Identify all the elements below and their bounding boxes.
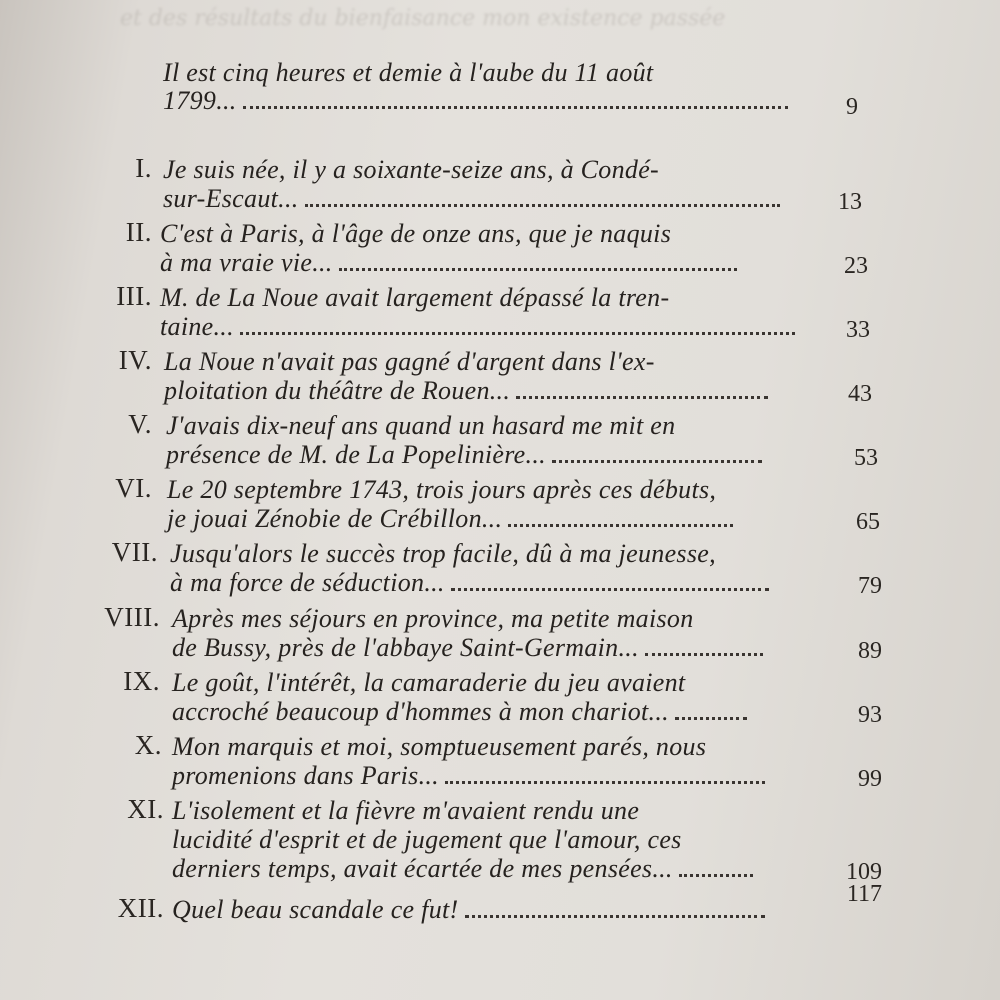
toc-page-number: 99 xyxy=(858,766,882,792)
toc-line-text: 1799... xyxy=(163,86,237,115)
toc-line-text: promenions dans Paris... xyxy=(172,761,439,790)
toc-line-text: L'isolement et la fièvre m'avaient rendu une xyxy=(172,796,640,825)
dot-leader xyxy=(451,582,769,591)
toc-line-text: sur-Escaut... xyxy=(163,184,299,213)
toc-line-text: lucidité d'esprit et de jugement que l'amour, ces xyxy=(172,825,682,854)
dot-leader xyxy=(445,775,765,784)
dot-leader xyxy=(508,518,733,527)
toc-page-number: 93 xyxy=(858,702,882,728)
toc-line-text: J'avais dix-neuf ans quand un hasard me mit en xyxy=(166,411,676,440)
dot-leader xyxy=(679,868,753,877)
chapter-numeral: I. xyxy=(135,153,152,183)
toc-page-number: 53 xyxy=(854,445,878,471)
toc-line-text: Après mes séjours en province, ma petite maison xyxy=(172,604,694,633)
chapter-numeral: XI. xyxy=(127,794,164,824)
toc-line-text: à ma vraie vie... xyxy=(160,248,333,277)
toc-page-number: 13 xyxy=(838,189,862,215)
dot-leader xyxy=(243,100,788,109)
chapter-numeral: X. xyxy=(134,730,162,760)
toc-page-number: 109 xyxy=(846,859,882,885)
toc-line xyxy=(167,475,716,505)
chapter-numeral: XII. xyxy=(117,893,164,923)
toc-line-text: Quel beau scandale ce fut! xyxy=(172,895,459,924)
dot-leader xyxy=(552,454,762,463)
toc-line xyxy=(166,411,675,441)
dot-leader xyxy=(645,647,763,656)
toc-line xyxy=(164,376,768,406)
toc-line-text: ploitation du théâtre de Rouen... xyxy=(164,376,511,405)
toc-line-text: La Noue n'avait pas gagné d'argent dans l'ex- xyxy=(164,347,655,376)
toc-line xyxy=(160,312,795,342)
toc-line xyxy=(170,568,769,598)
toc-line xyxy=(160,219,671,249)
toc-line-text: Le goût, l'intérêt, la camaraderie du jeu avaient xyxy=(172,668,686,697)
toc-line xyxy=(172,668,685,698)
dot-leader xyxy=(240,326,795,335)
toc-line xyxy=(172,633,763,663)
toc-line xyxy=(164,347,655,377)
toc-page-number: 43 xyxy=(848,381,872,407)
toc-line-text: présence de M. de La Popelinière... xyxy=(166,440,546,469)
chapter-numeral: VII. xyxy=(111,537,158,567)
chapter-numeral: IX. xyxy=(123,666,160,696)
toc-line xyxy=(172,732,706,762)
toc-line-text: taine... xyxy=(160,312,234,341)
dot-leader xyxy=(339,262,737,271)
toc-page-number: 89 xyxy=(858,638,882,664)
toc-page-number: 23 xyxy=(844,253,868,279)
dot-leader xyxy=(465,909,765,918)
toc-line xyxy=(163,86,788,116)
toc-line xyxy=(166,440,762,470)
toc-line xyxy=(170,539,716,569)
toc-line xyxy=(160,283,669,313)
dot-leader xyxy=(305,198,780,207)
toc-page-number: 117 xyxy=(846,881,882,907)
toc-line-text: de Bussy, près de l'abbaye Saint-Germain... xyxy=(172,633,639,662)
toc-page-number: 33 xyxy=(846,317,870,343)
chapter-numeral: V. xyxy=(128,409,152,439)
chapter-numeral: II. xyxy=(125,217,152,247)
toc-page-number: 65 xyxy=(856,509,880,535)
toc-line xyxy=(163,184,780,214)
toc-line: Il est cinq heures et demie à l'aube du 11 août xyxy=(163,58,654,87)
toc-line-text: Jusqu'alors le succès trop facile, dû à ma jeunesse, xyxy=(170,539,716,568)
chapter-numeral: IV. xyxy=(118,345,152,375)
toc-line-text: Mon marquis et moi, somptueusement parés, nous xyxy=(172,732,707,761)
toc-line-text: Je suis née, il y a soixante-seize ans, à Condé- xyxy=(163,155,660,184)
toc-page-number: 9 xyxy=(846,94,858,120)
toc-page-number: 79 xyxy=(858,573,882,599)
toc-line-text: je jouai Zénobie de Crébillon... xyxy=(167,504,503,533)
toc-line xyxy=(172,604,694,634)
toc-line-text: à ma force de séduction... xyxy=(170,568,445,597)
chapter-numeral: III. xyxy=(116,281,152,311)
chapter-numeral: VIII. xyxy=(104,602,160,632)
chapter-numeral: VI. xyxy=(115,473,152,503)
toc-line xyxy=(172,796,639,826)
bleed-through-text: et des résultats du bienfaisance mon existence passée xyxy=(120,6,726,31)
dot-leader xyxy=(675,711,747,720)
toc-line xyxy=(172,895,765,925)
toc-line xyxy=(172,761,765,791)
toc-line xyxy=(167,504,733,534)
toc-line xyxy=(160,248,737,278)
toc-line xyxy=(172,697,747,727)
toc-line-text: accroché beaucoup d'hommes à mon chariot... xyxy=(172,697,669,726)
toc-line xyxy=(163,155,659,185)
toc-line xyxy=(172,825,682,855)
toc-line-text: derniers temps, avait écartée de mes pensées... xyxy=(172,854,673,883)
toc-line-text: M. de La Noue avait largement dépassé la tren- xyxy=(160,283,670,312)
dot-leader xyxy=(516,390,768,399)
toc-line xyxy=(172,854,753,884)
toc-line-text: C'est à Paris, à l'âge de onze ans, que je naquis xyxy=(160,219,672,248)
toc-line-text: Le 20 septembre 1743, trois jours après ces débuts, xyxy=(167,475,717,504)
